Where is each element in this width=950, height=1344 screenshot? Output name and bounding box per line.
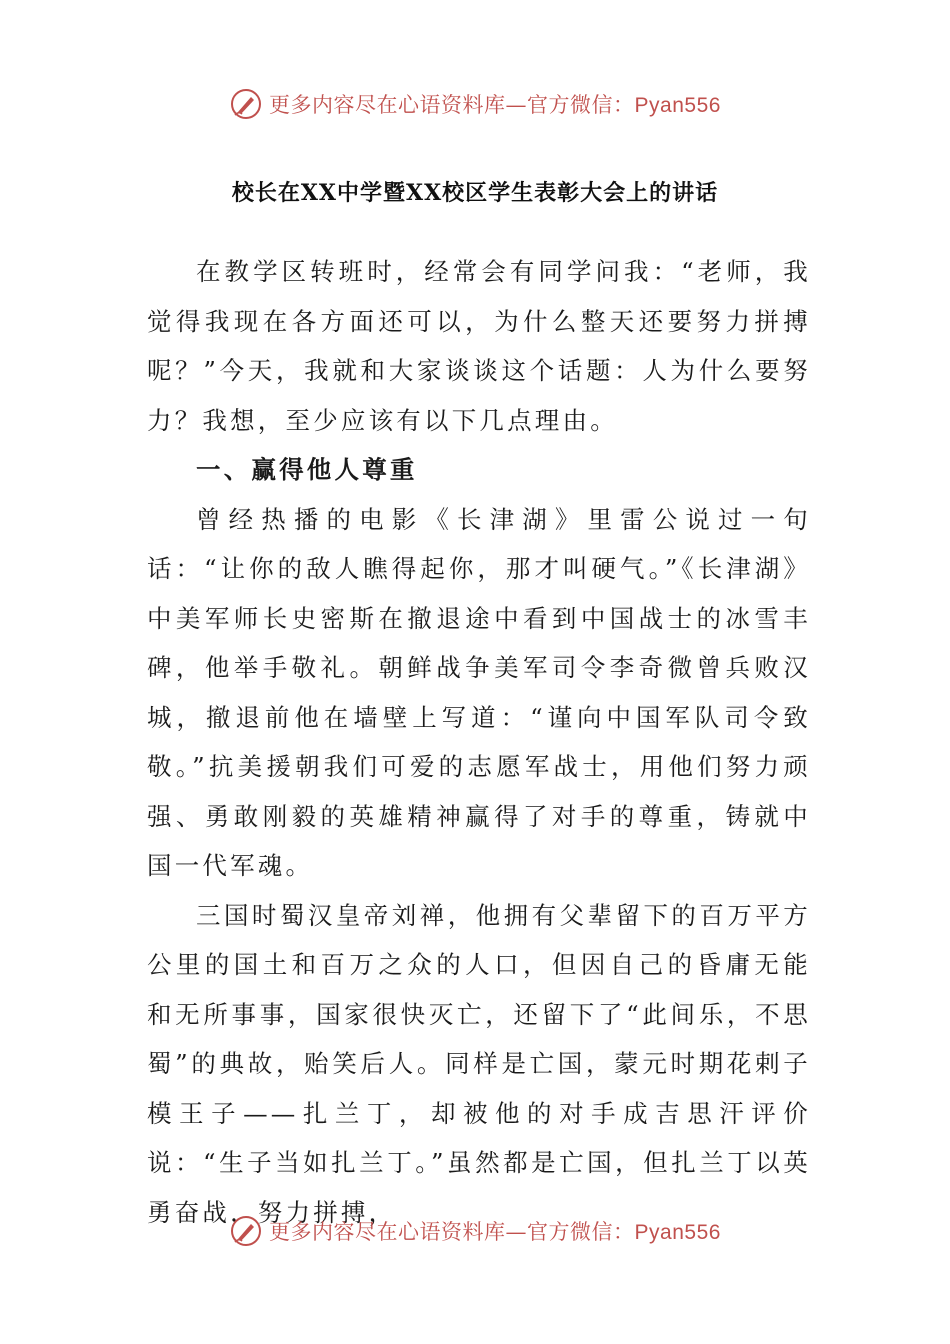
watermark-main: 更多内容尽在心语资料库 [269,93,506,117]
watermark-wechat: 官方微信： [527,93,635,117]
watermark-separator: — [505,93,528,117]
section1-heading: 一、赢得他人尊重 [196,455,418,484]
document-title: 校长在XX中学暨XX校区学生表彰大会上的讲话 [231,180,719,206]
header-watermark [0,84,950,124]
watermark-main: 更多内容尽在心语资料库 [269,1220,506,1244]
pen-logo-icon [229,87,263,121]
watermark-text [269,89,721,119]
section1-paragraph-1: 曾经热播的电影《长津湖》里雷公说过一句话：“让你的敌人瞧得起你，那才叫硬气。”《长津湖》中美军师长史密斯在撤退途中看到中国战士的冰雪丰碑，他举手敬礼。朝鲜战争美军司令李奇微曾兵败汉城，撤退前他在墙壁上写道：“谨向中国军队司令致敬。”抗美援朝我们可爱的志愿军战士，用他们努力顽强、勇敢刚毅的英雄精神赢得了对手的尊重，铸就中国一代军魂。 [147,504,811,880]
watermark-text [269,1216,721,1246]
watermark-separator: — [505,1220,528,1244]
intro-paragraph: 在教学区转班时，经常会有同学问我：“老师，我觉得我现在各方面还可以，为什么整天还要努力拼搏呢？”今天，我就和大家谈谈这个话题：人为什么要努力？我想，至少应该有以下几点理由。 [147,257,811,435]
watermark-handle: Pyan556 [634,94,721,117]
pen-logo-icon [229,1214,263,1248]
section1-paragraph-2: 三国时蜀汉皇帝刘禅，他拥有父辈留下的百万平方公里的国土和百万之众的人口，但因自己的昏庸无能和无所事事，国家很快灭亡，还留下了“此间乐，不思蜀”的典故，贻笑后人。同样是亡国，蒙元时期花剌子模王子——扎兰丁，却被他的对手成吉思汗评价说：“生子当如扎兰丁。”虽然都是亡国，但扎兰丁以英勇奋战，努力拼搏， [147,900,811,1227]
watermark-handle: Pyan556 [634,1221,721,1244]
watermark-wechat: 官方微信： [527,1220,635,1244]
footer-watermark [0,1211,950,1251]
document-body [147,247,811,1237]
